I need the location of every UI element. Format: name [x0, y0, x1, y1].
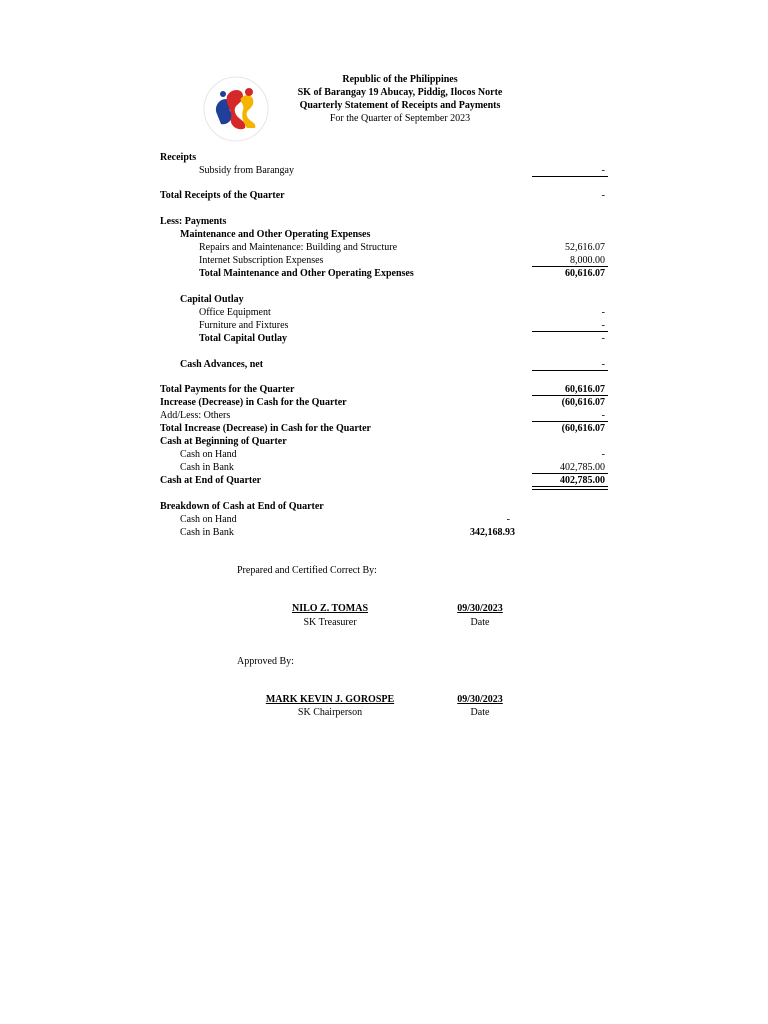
header-organization: SK of Barangay 19 Abucay, Piddig, Ilocos Norte — [297, 87, 503, 98]
treasurer-date: 09/30/2023 — [457, 603, 503, 614]
beginning-hand-amount: - — [601, 449, 605, 460]
beginning-hand-label: Cash on Hand — [180, 449, 237, 460]
treasurer-title: SK Treasurer — [303, 617, 357, 628]
office-label: Office Equipment — [199, 307, 271, 318]
capital-total-label: Total Capital Outlay — [199, 333, 287, 344]
furniture-label: Furniture and Fixtures — [199, 320, 289, 331]
office-amount: - — [601, 307, 605, 318]
furniture-amount: - — [601, 320, 605, 331]
total-payments-label: Total Payments for the Quarter — [160, 384, 295, 395]
treasurer-date-label: Date — [470, 617, 490, 628]
internet-amount: 8,000.00 — [570, 255, 605, 266]
subsidy-label: Subsidy from Barangay — [199, 165, 294, 176]
subtotal-rule — [532, 176, 608, 177]
chairperson-date: 09/30/2023 — [457, 694, 503, 705]
header-period: For the Quarter of September 2023 — [329, 113, 471, 124]
end-cash-amount: 402,785.00 — [560, 475, 605, 486]
beginning-bank-amount: 402,785.00 — [560, 462, 605, 473]
breakdown-hand-amount: - — [506, 514, 510, 525]
chairperson-name: MARK KEVIN J. GOROSPE — [265, 694, 395, 705]
document-header — [250, 73, 550, 125]
prepared-by-label: Prepared and Certified Correct By: — [237, 565, 377, 576]
total-double-rule — [532, 486, 608, 490]
repairs-label: Repairs and Maintenance: Building and Structure — [199, 242, 398, 253]
treasurer-name: NILO Z. TOMAS — [291, 603, 369, 614]
advances-label: Cash Advances, net — [180, 359, 264, 370]
total-increase-amount: (60,616.07 — [561, 423, 605, 434]
repairs-amount: 52,616.07 — [565, 242, 605, 253]
chairperson-title: SK Chairperson — [297, 707, 363, 718]
breakdown-heading: Breakdown of Cash at End of Quarter — [160, 501, 324, 512]
breakdown-bank-amount: 342,168.93 — [470, 527, 515, 538]
total-payments-amount: 60,616.07 — [565, 384, 605, 395]
beginning-bank-label: Cash in Bank — [180, 462, 234, 473]
total-increase-label: Total Increase (Decrease) in Cash for the Quarter — [160, 423, 371, 434]
receipts-heading: Receipts — [160, 152, 197, 163]
internet-label: Internet Subscription Expenses — [199, 255, 324, 266]
mooe-total-amount: 60,616.07 — [565, 268, 605, 279]
beginning-cash-label: Cash at Beginning of Quarter — [160, 436, 287, 447]
advances-amount: - — [601, 359, 605, 370]
total-receipts-amount: - — [601, 190, 605, 201]
others-amount: - — [601, 410, 605, 421]
subsidy-amount: - — [601, 165, 605, 176]
breakdown-bank-label: Cash in Bank — [180, 527, 234, 538]
increase-label: Increase (Decrease) in Cash for the Quarter — [160, 397, 347, 408]
total-receipts-label: Total Receipts of the Quarter — [160, 190, 285, 201]
breakdown-hand-label: Cash on Hand — [180, 514, 237, 525]
capital-total-amount: - — [601, 333, 605, 344]
approved-by-label: Approved By: — [237, 656, 294, 667]
chairperson-date-label: Date — [470, 707, 490, 718]
end-cash-label: Cash at End of Quarter — [160, 475, 262, 486]
increase-amount: (60,616.07 — [561, 397, 605, 408]
capital-heading: Capital Outlay — [180, 294, 244, 305]
header-title: Quarterly Statement of Receipts and Payments — [299, 100, 501, 111]
mooe-total-label: Total Maintenance and Other Operating Expenses — [199, 268, 414, 279]
header-country: Republic of the Philippines — [342, 74, 458, 85]
others-label: Add/Less: Others — [160, 410, 231, 421]
payments-heading: Less: Payments — [160, 216, 227, 227]
subtotal-rule — [532, 370, 608, 371]
mooe-heading: Maintenance and Other Operating Expenses — [180, 229, 371, 240]
